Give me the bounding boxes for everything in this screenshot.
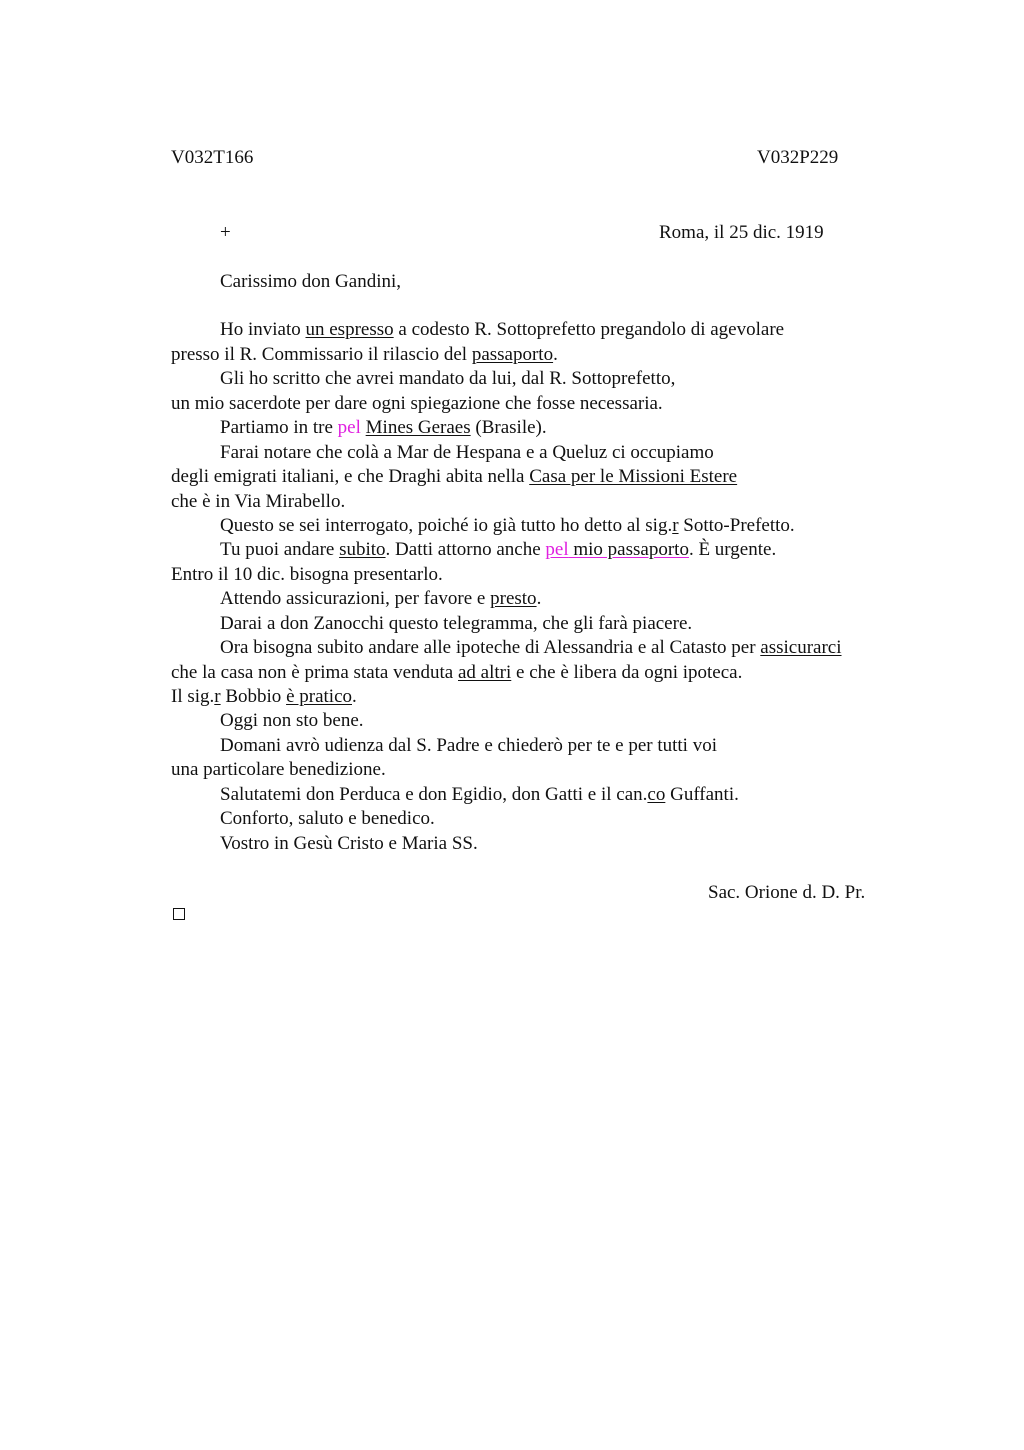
body-line-13: Darai a don Zanocchi questo telegramma, che gli farà piacere.	[220, 613, 693, 634]
salutation: Carissimo don Gandini,	[220, 271, 402, 292]
text-run: e che è libera da ogni ipoteca.	[511, 662, 743, 683]
text-run: Questo se sei interrogato, poiché io già tutto ho detto al sig.	[220, 515, 673, 536]
text-run: Il sig.	[171, 686, 215, 707]
underlined-text: passaporto	[471, 344, 554, 365]
signature: Sac. Orione d. D. Pr.	[708, 882, 866, 903]
text-run: . Datti attorno anche	[385, 539, 546, 560]
body-line-18: Domani avrò udienza dal S. Padre e chiederò per te e per tutti voi	[220, 735, 717, 756]
text-run: a codesto R. Sottoprefetto pregandolo di agevolare	[393, 319, 785, 340]
body-line-15	[171, 661, 742, 685]
text-run: presso il R. Commissario il rilascio del	[171, 344, 472, 365]
underlined-text: Mines Geraes	[365, 417, 471, 438]
document-code-right: V032P229	[757, 147, 839, 168]
body-line-7	[171, 465, 737, 489]
text-run: Ora bisogna subito andare alle ipoteche di Alessandria e al Catasto per	[220, 637, 761, 658]
body-line-17: Oggi non sto bene.	[220, 710, 364, 731]
text-run: Ho inviato	[220, 319, 306, 340]
text-run: Guffanti.	[665, 784, 739, 805]
text-run: Sotto-Prefetto.	[678, 515, 795, 536]
body-line-9	[220, 514, 795, 538]
document-code-left: V032T166	[171, 147, 254, 168]
text-run: .	[553, 344, 558, 365]
end-square-icon	[173, 908, 185, 920]
highlighted-text: pel	[337, 417, 361, 438]
text-run: Partiamo in tre	[220, 417, 338, 438]
underlined-text: co	[647, 784, 666, 805]
body-line-19: una particolare benedizione.	[171, 759, 386, 780]
body-line-4: un mio sacerdote per dare ogni spiegazione che fosse necessaria.	[171, 393, 663, 414]
body-line-20	[220, 783, 739, 807]
cross-mark: +	[220, 222, 231, 243]
text-run: Salutatemi don Perduca e don Egidio, don Gatti e il can.	[220, 784, 648, 805]
underlined-text: subito	[339, 539, 386, 560]
body-line-5	[220, 416, 547, 440]
underlined-text: r	[214, 686, 221, 707]
underlined-text: un espresso	[305, 319, 394, 340]
text-run: . È urgente.	[688, 539, 777, 560]
underlined-text: r	[672, 515, 679, 536]
body-line-11: Entro il 10 dic. bisogna presentarlo.	[171, 564, 443, 585]
text-run: Bobbio	[220, 686, 287, 707]
text-run: degli emigrati italiani, e che Draghi abita nella	[171, 466, 530, 487]
text-run: .	[536, 588, 542, 609]
body-line-6: Farai notare che colà a Mar de Hespana e a Queluz ci occupiamo	[220, 442, 714, 463]
body-line-1	[220, 318, 784, 342]
underlined-text: è pratico	[286, 686, 352, 707]
body-line-21: Conforto, saluto e benedico.	[220, 808, 435, 829]
body-line-12	[220, 587, 541, 611]
body-line-3: Gli ho scritto che avrei mandato da lui, dal R. Sottoprefetto,	[220, 368, 676, 389]
body-line-10	[220, 538, 776, 562]
text-run: .	[352, 686, 357, 707]
text-run: Tu puoi andare	[220, 539, 340, 560]
underlined-text: assicurarci	[760, 637, 842, 658]
place-date: Roma, il 25 dic. 1919	[659, 222, 824, 243]
underlined-text: mio passaporto	[568, 539, 689, 560]
highlighted-underlined-text: pel	[545, 539, 569, 560]
text-run: (Brasile).	[470, 417, 547, 438]
body-line-8: che è in Via Mirabello.	[171, 491, 346, 512]
text-run: Attendo assicurazioni, per favore e	[220, 588, 491, 609]
underlined-text: ad altri	[458, 662, 512, 683]
underlined-text: presto	[490, 588, 537, 609]
underlined-text: Casa per le Missioni Estere	[529, 466, 738, 487]
body-line-2	[171, 343, 558, 367]
body-line-14	[220, 636, 842, 660]
text-run: che la casa non è prima stata venduta	[171, 662, 458, 683]
body-line-22: Vostro in Gesù Cristo e Maria SS.	[220, 833, 478, 854]
body-line-16	[171, 685, 357, 709]
